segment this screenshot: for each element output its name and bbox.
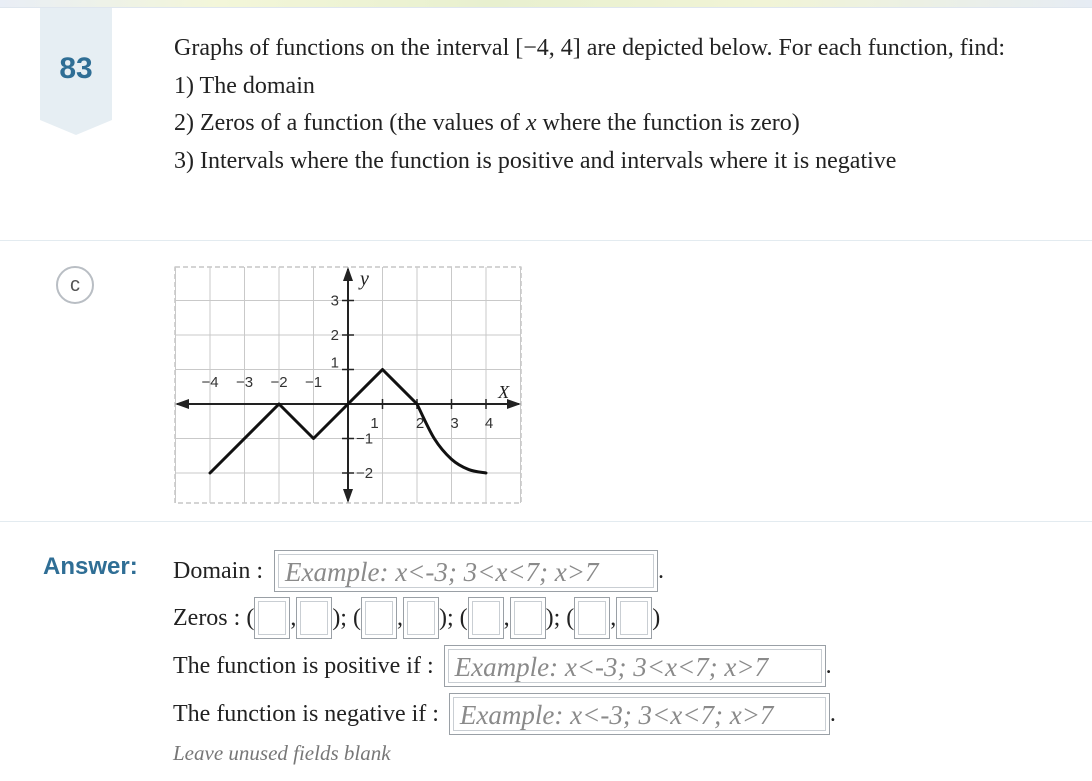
zero2-y-input[interactable] [403, 597, 439, 639]
banner-divider [0, 7, 1092, 8]
zero3-x-input[interactable] [468, 597, 504, 639]
y-tick-label: 1 [330, 354, 339, 372]
zeros-row [173, 597, 660, 639]
x-tick-label: 2 [415, 415, 425, 432]
problem-number: 83 [59, 52, 93, 85]
zero4-x-input[interactable] [574, 597, 610, 639]
zero1-comma: , [290, 604, 297, 631]
y-axis-label: y [360, 268, 369, 290]
zero1-open: ( [246, 604, 255, 631]
domain-period: . [658, 557, 664, 584]
domain-placeholder: Example: x<-3; 3<x<7; x>7 [278, 554, 654, 588]
question-item-domain: 1) The domain [174, 72, 315, 99]
negative-period: . [829, 700, 836, 727]
zero1-y-input[interactable] [296, 597, 332, 639]
item2-pre: 2) Zeros of a function (the values of [174, 110, 526, 136]
x-tick-label: −1 [304, 374, 323, 391]
zero2-comma: , [396, 604, 403, 631]
domain-row [173, 550, 664, 592]
negative-placeholder: Example: x<-3; 3<x<7; x>7 [453, 697, 826, 731]
x-tick-label: −3 [235, 374, 254, 391]
domain-input[interactable] [274, 550, 658, 592]
zero4-comma: , [610, 604, 617, 631]
zero1-close: ); ( [332, 604, 361, 631]
zero4-close: ) [652, 604, 661, 631]
section-divider [0, 240, 1092, 241]
positive-input[interactable] [444, 645, 826, 687]
negative-row [173, 693, 836, 735]
zero4-y-input[interactable] [616, 597, 652, 639]
question-item-zeros [174, 105, 1074, 143]
item2-var: x [525, 110, 537, 136]
question-text [174, 30, 1074, 180]
problem-number-badge [40, 8, 112, 136]
zero2-x-input[interactable] [361, 597, 397, 639]
positive-label: The function is positive if : [173, 652, 434, 679]
zero3-y-input[interactable] [510, 597, 546, 639]
answer-divider [0, 521, 1092, 522]
negative-input[interactable] [449, 693, 830, 735]
x-tick-label: 1 [370, 415, 379, 432]
y-tick-label: 2 [330, 327, 339, 344]
x-tick-label: 3 [450, 415, 459, 432]
zero3-comma: , [503, 604, 510, 631]
negative-label: The function is negative if : [173, 700, 439, 727]
y-tick-label: −1 [356, 430, 374, 448]
part-label-circle: c [56, 266, 94, 304]
hint-text: Leave unused fields blank [173, 741, 391, 765]
x-tick-label: −4 [201, 374, 219, 391]
item2-post: where the function is zero) [536, 110, 800, 136]
x-tick-label: 4 [484, 415, 494, 432]
question-item-sign: 3) Intervals where the function is positive and intervals where it is negative [174, 147, 897, 174]
zeros-label: Zeros : [173, 604, 241, 631]
y-tick-label: 3 [330, 292, 339, 310]
zero1-x-input[interactable] [254, 597, 290, 639]
top-banner [0, 0, 1092, 7]
x-tick-label: −2 [270, 374, 288, 391]
question-intro: Graphs of functions on the interval [−4, 4] are depicted below. For each function, find: [174, 35, 1006, 61]
x-axis-label: X [498, 382, 510, 402]
function-graph [172, 264, 524, 513]
positive-row [173, 645, 832, 687]
zero2-close: ); ( [438, 604, 468, 631]
y-tick-label: −2 [356, 465, 374, 482]
positive-period: . [825, 652, 832, 679]
answer-label: Answer: [43, 553, 138, 580]
zero3-close: ); ( [545, 604, 575, 631]
positive-placeholder: Example: x<-3; 3<x<7; x>7 [448, 649, 822, 683]
domain-label: Domain : [173, 557, 263, 584]
